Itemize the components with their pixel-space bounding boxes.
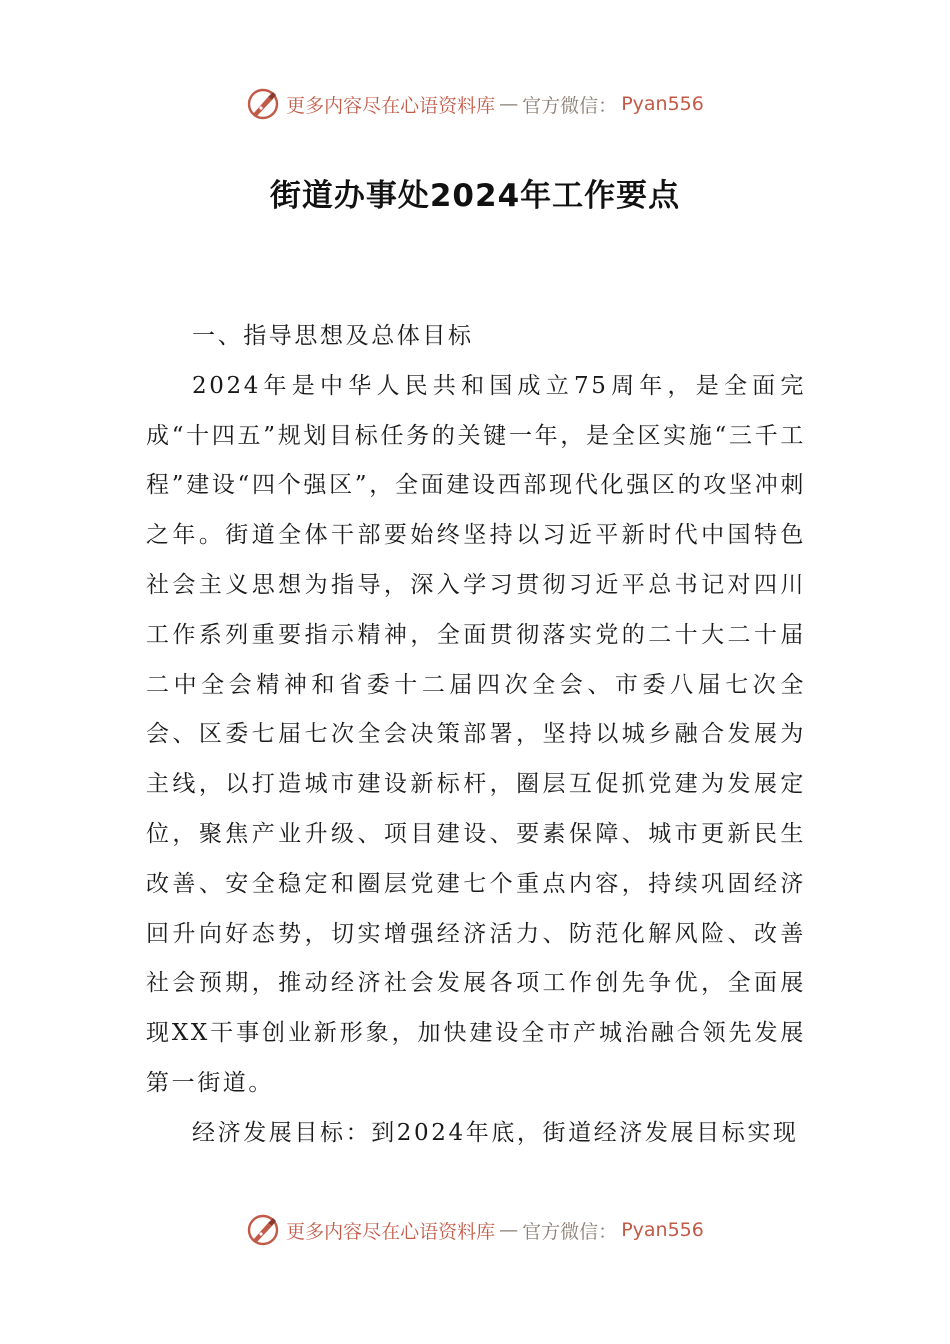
body-paragraph: 2024年是中华人民共和国成立75周年，是全面完成“十四五”规划目标任务的关键一年，是全区实施“三千工程”建设“四个强区”，全面建设西部现代化强区的攻坚冲刺之年。街道全体干部要始终坚持以习近平新时代中国特色社会主义思想为指导，深入学习贯彻习近平总书记对四川工作系列重要指示精神，全面贯彻落实党的二十大二十届二中全会精神和省委十二届四次全会、市委八届七次全会、区委七届七次全会决策部署，坚持以城乡融合发展为主线，以打造城市建设新标杆，圈层互促抓党建为发展定位，聚焦产业升级、项目建设、要素保障、城市更新民生改善、安全稳定和圈层党建七个重点内容，持续巩固经济回升向好态势，切实增强经济活力、防范化解风险、改善社会预期，推动经济社会发展各项工作创先争优，全面展现XX干事创业新形象，加快建设全市产城治融合领先发展第一街道。	[146, 372, 806, 1096]
watermark-wechat-id: Pyan556	[621, 93, 704, 115]
body-paragraph: 经济发展目标：到2024年底，街道经济发展目标实现	[192, 1119, 799, 1146]
watermark-text: 更多内容尽在心语资料库	[286, 1220, 496, 1243]
watermark-official-label: 官方微信：	[522, 1220, 618, 1243]
watermark-footer	[0, 1210, 950, 1250]
pen-nib-logo-icon	[246, 1213, 280, 1247]
document-body	[146, 312, 806, 1159]
watermark-header	[0, 84, 950, 124]
document-title: 街道办事处2024年工作要点	[269, 178, 681, 214]
section-heading: 一、指导思想及总体目标	[192, 323, 474, 349]
watermark-wechat-id: Pyan556	[621, 1219, 704, 1241]
watermark-dash: —	[499, 1219, 519, 1241]
watermark-official-label: 官方微信：	[522, 94, 618, 117]
watermark-text: 更多内容尽在心语资料库	[286, 94, 496, 117]
pen-nib-logo-icon	[246, 87, 280, 121]
watermark-dash: —	[499, 93, 519, 115]
